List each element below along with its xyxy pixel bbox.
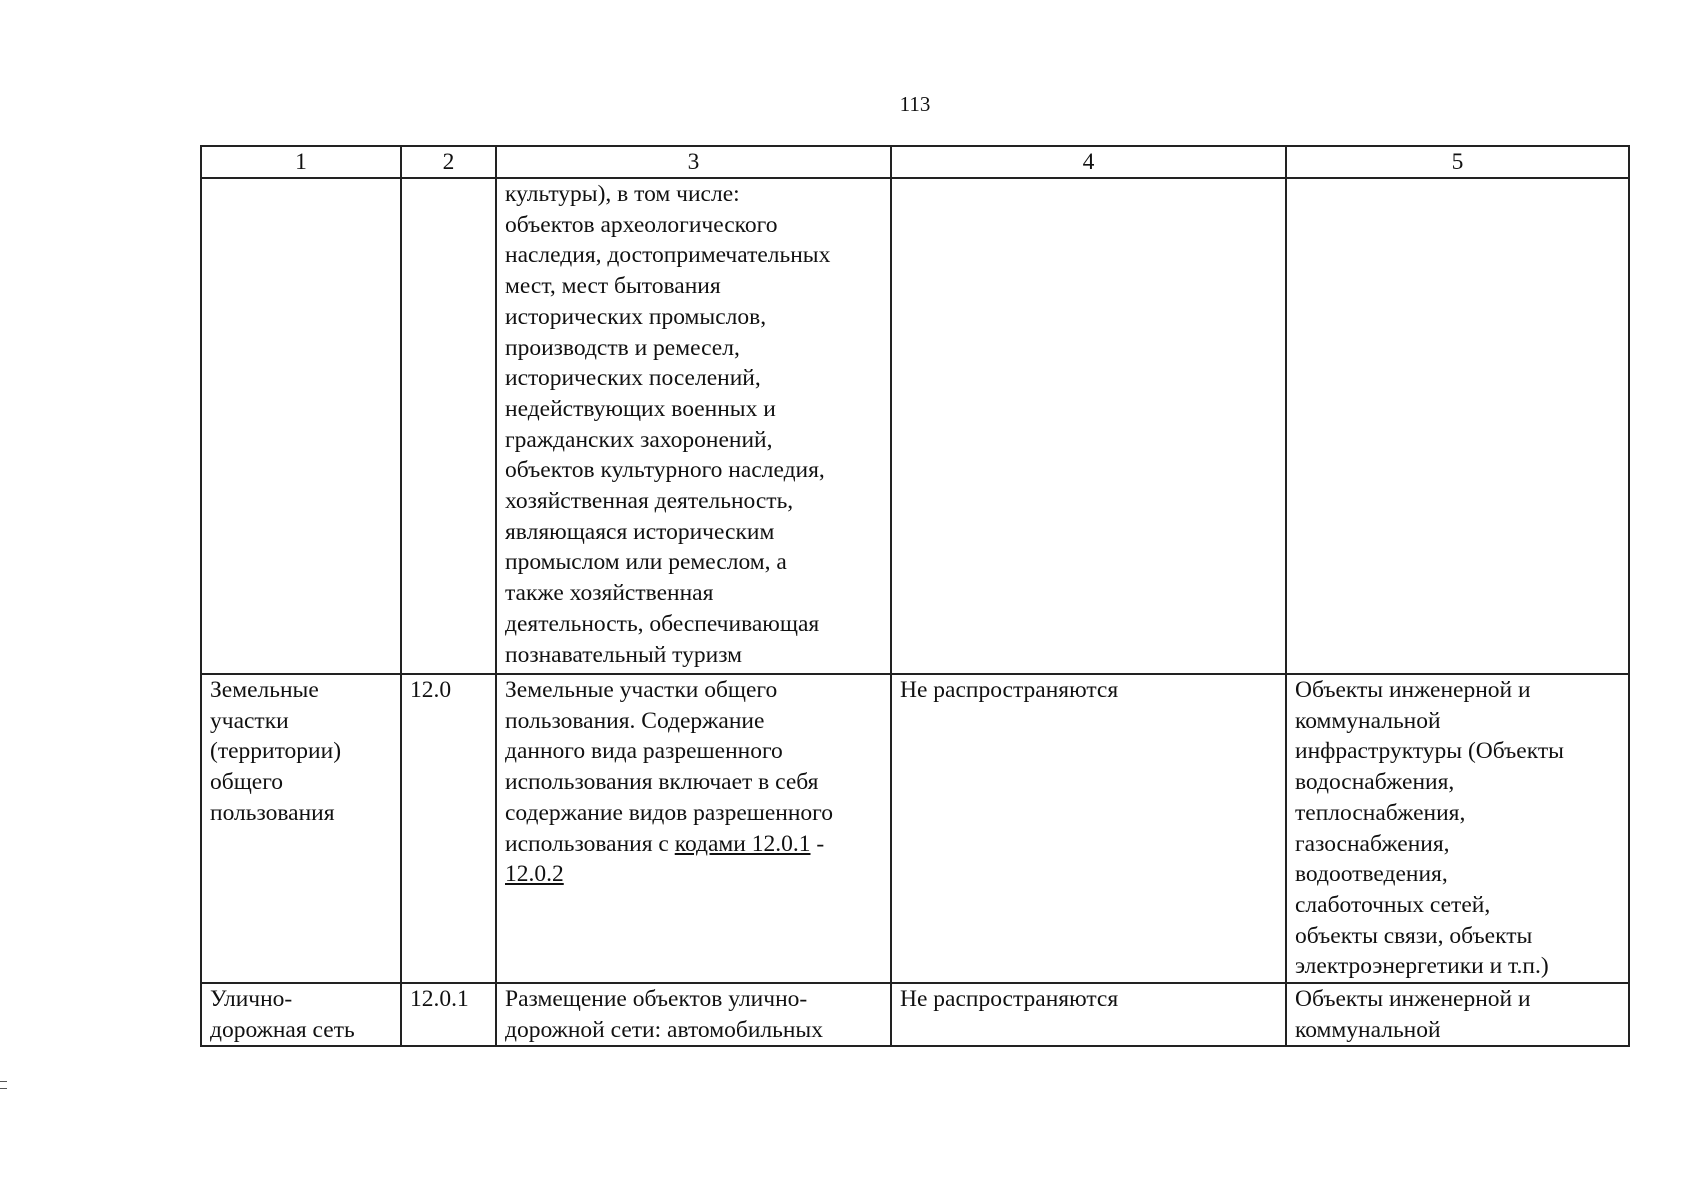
text-line: хозяйственная деятельность, bbox=[505, 488, 794, 515]
table-row-street-network bbox=[201, 983, 1629, 1046]
cell-parameters: Не распространяются bbox=[891, 983, 1286, 1046]
text-line: Объекты инженерной и bbox=[1295, 986, 1531, 1013]
text-line: Улично- bbox=[210, 986, 293, 1013]
code-reference-link[interactable]: 12.0.2 bbox=[505, 861, 564, 888]
text-line: слаботочных сетей, bbox=[1295, 891, 1491, 918]
page-number: 113 bbox=[899, 92, 931, 116]
code-reference-link[interactable]: кодами 12.0.1 bbox=[674, 830, 811, 857]
text-line: объекты связи, объекты bbox=[1295, 922, 1533, 949]
text-line: деятельность, обеспечивающая bbox=[505, 610, 820, 637]
text-line: производств и ремесел, bbox=[505, 334, 740, 361]
cell-code: 12.0.1 bbox=[401, 983, 496, 1046]
land-use-table bbox=[200, 145, 1630, 1047]
text-line: культуры), в том числе: bbox=[505, 181, 740, 207]
text-line: являющаяся историческим bbox=[505, 518, 775, 545]
text-line: исторических поселений, bbox=[505, 365, 761, 392]
text-line: Земельные bbox=[210, 677, 319, 703]
table-header-row bbox=[201, 146, 1629, 178]
cell-auxiliary-uses bbox=[1286, 983, 1629, 1046]
text-line: общего bbox=[210, 769, 284, 796]
cell-empty bbox=[201, 178, 401, 674]
text-fragment: - bbox=[810, 830, 825, 857]
text-line: недействующих военных и bbox=[505, 395, 776, 422]
column-header-4: 4 bbox=[891, 146, 1286, 178]
text-line: Размещение объектов улично- bbox=[505, 986, 808, 1013]
cell-empty bbox=[1286, 178, 1629, 674]
text-line: водоснабжения, bbox=[1295, 769, 1455, 796]
text-line: Земельные участки общего bbox=[505, 677, 778, 703]
text-line: коммунальной bbox=[1295, 1016, 1441, 1043]
text-line: гражданских захоронений, bbox=[505, 426, 773, 453]
cell-land-use-name bbox=[201, 674, 401, 983]
text-line: электроэнергетики и т.п.) bbox=[1295, 953, 1549, 980]
text-line bbox=[505, 859, 882, 890]
text-line: содержание видов разрешенного bbox=[505, 799, 833, 826]
text-line: данного вида разрешенного bbox=[505, 738, 783, 765]
text-fragment: использования с bbox=[505, 830, 675, 857]
cell-description bbox=[496, 983, 891, 1046]
text-line: (территории) bbox=[210, 738, 342, 765]
cell-description bbox=[496, 674, 891, 983]
column-header-1: 1 bbox=[201, 146, 401, 178]
text-line: объектов культурного наследия, bbox=[505, 457, 825, 484]
text-line: мест, мест бытования bbox=[505, 273, 721, 300]
text-line: дорожная сеть bbox=[210, 1016, 355, 1043]
margin-mark bbox=[0, 1081, 7, 1089]
column-header-3: 3 bbox=[496, 146, 891, 178]
text-line: газоснабжения, bbox=[1295, 830, 1450, 857]
text-line: коммунальной bbox=[1295, 707, 1441, 734]
cell-parameters: Не распространяются bbox=[891, 674, 1286, 983]
cell-land-use-name bbox=[201, 983, 401, 1046]
cell-empty bbox=[891, 178, 1286, 674]
table-row-continuation bbox=[201, 178, 1629, 674]
text-line: наследия, достопримечательных bbox=[505, 242, 831, 269]
cell-auxiliary-uses bbox=[1286, 674, 1629, 983]
text-line: пользования. Содержание bbox=[505, 707, 765, 734]
column-header-5: 5 bbox=[1286, 146, 1629, 178]
cell-description bbox=[496, 178, 891, 674]
text-line: инфраструктуры (Объекты bbox=[1295, 738, 1564, 765]
column-header-2: 2 bbox=[401, 146, 496, 178]
cell-empty bbox=[401, 178, 496, 674]
table-row-public-land bbox=[201, 674, 1629, 983]
text-line: Объекты инженерной и bbox=[1295, 677, 1531, 703]
text-line: использования включает в себя bbox=[505, 769, 819, 796]
cell-code: 12.0 bbox=[401, 674, 496, 983]
text-line: дорожной сети: автомобильных bbox=[505, 1016, 823, 1043]
text-line: промыслом или ремеслом, а bbox=[505, 549, 787, 576]
text-line: водоотведения, bbox=[1295, 861, 1448, 888]
text-line: участки bbox=[210, 707, 289, 734]
text-line: также хозяйственная bbox=[505, 580, 714, 607]
text-line: объектов археологического bbox=[505, 211, 778, 238]
text-line: познавательный туризм bbox=[505, 641, 743, 668]
text-line: пользования bbox=[210, 799, 335, 826]
text-line: исторических промыслов, bbox=[505, 303, 767, 330]
text-line: теплоснабжения, bbox=[1295, 799, 1466, 826]
text-line bbox=[505, 829, 882, 860]
